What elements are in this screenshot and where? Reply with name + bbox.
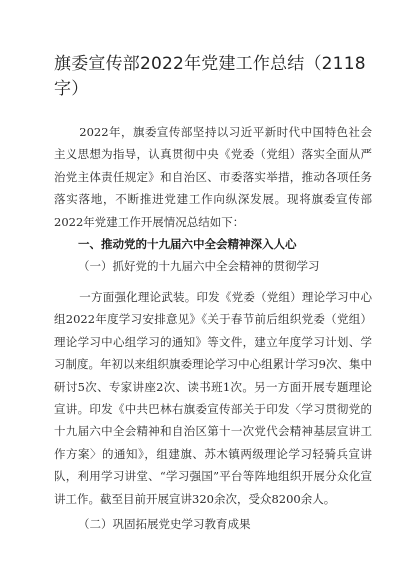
document-title: 旗委宣传部2022年党建工作总结（2118字） bbox=[54, 54, 366, 99]
intro-paragraph: 2022年，旗委宣传部坚持以习近平新时代中国特色社会主义思想为指导，认真贯彻中央《党委（党组）落实全面从严治党主体责任规定》和自治区、市委落实举措，推动各项任务落实落地，不断推进党建工作向纵深发展。现将旗委宣传部2022年党建工作开展情况总结如下： bbox=[54, 125, 372, 229]
section-heading: 一、推动党的十九届六中全会精神深入人心 bbox=[78, 237, 297, 251]
subsection-heading-2: （二）巩固拓展党史学习教育成果 bbox=[78, 517, 251, 531]
body-paragraph: 一方面强化理论武装。印发《党委（党组）理论学习中心组2022年度学习安排意见》《关于春节前后组织党委（党组）理论学习中心组学习的通知》等文件，建立年度学习计划、学习制度。年初以来组织旗委理论学习中心组累计学习9次、集中研讨5次、专家讲座2次、读书班1次。另一方面开展专题理论宣讲。印发《中共巴林右旗委宣传部关于印发〈学习贯彻党的十九届六中全会精神和自治区第十一次党代会精神基层宣讲工作方案〉的通知》，组建旗、苏木镇两级理论学习轻骑兵宣讲队，利用学习讲堂、“学习强国”平台等阵地组织开展分众化宣讲工作。截至目前开展宣讲320余次，受众8200余人。 bbox=[54, 290, 372, 506]
subsection-heading-1: （一）抓好党的十九届六中全会精神的贯彻学习 bbox=[78, 259, 320, 273]
